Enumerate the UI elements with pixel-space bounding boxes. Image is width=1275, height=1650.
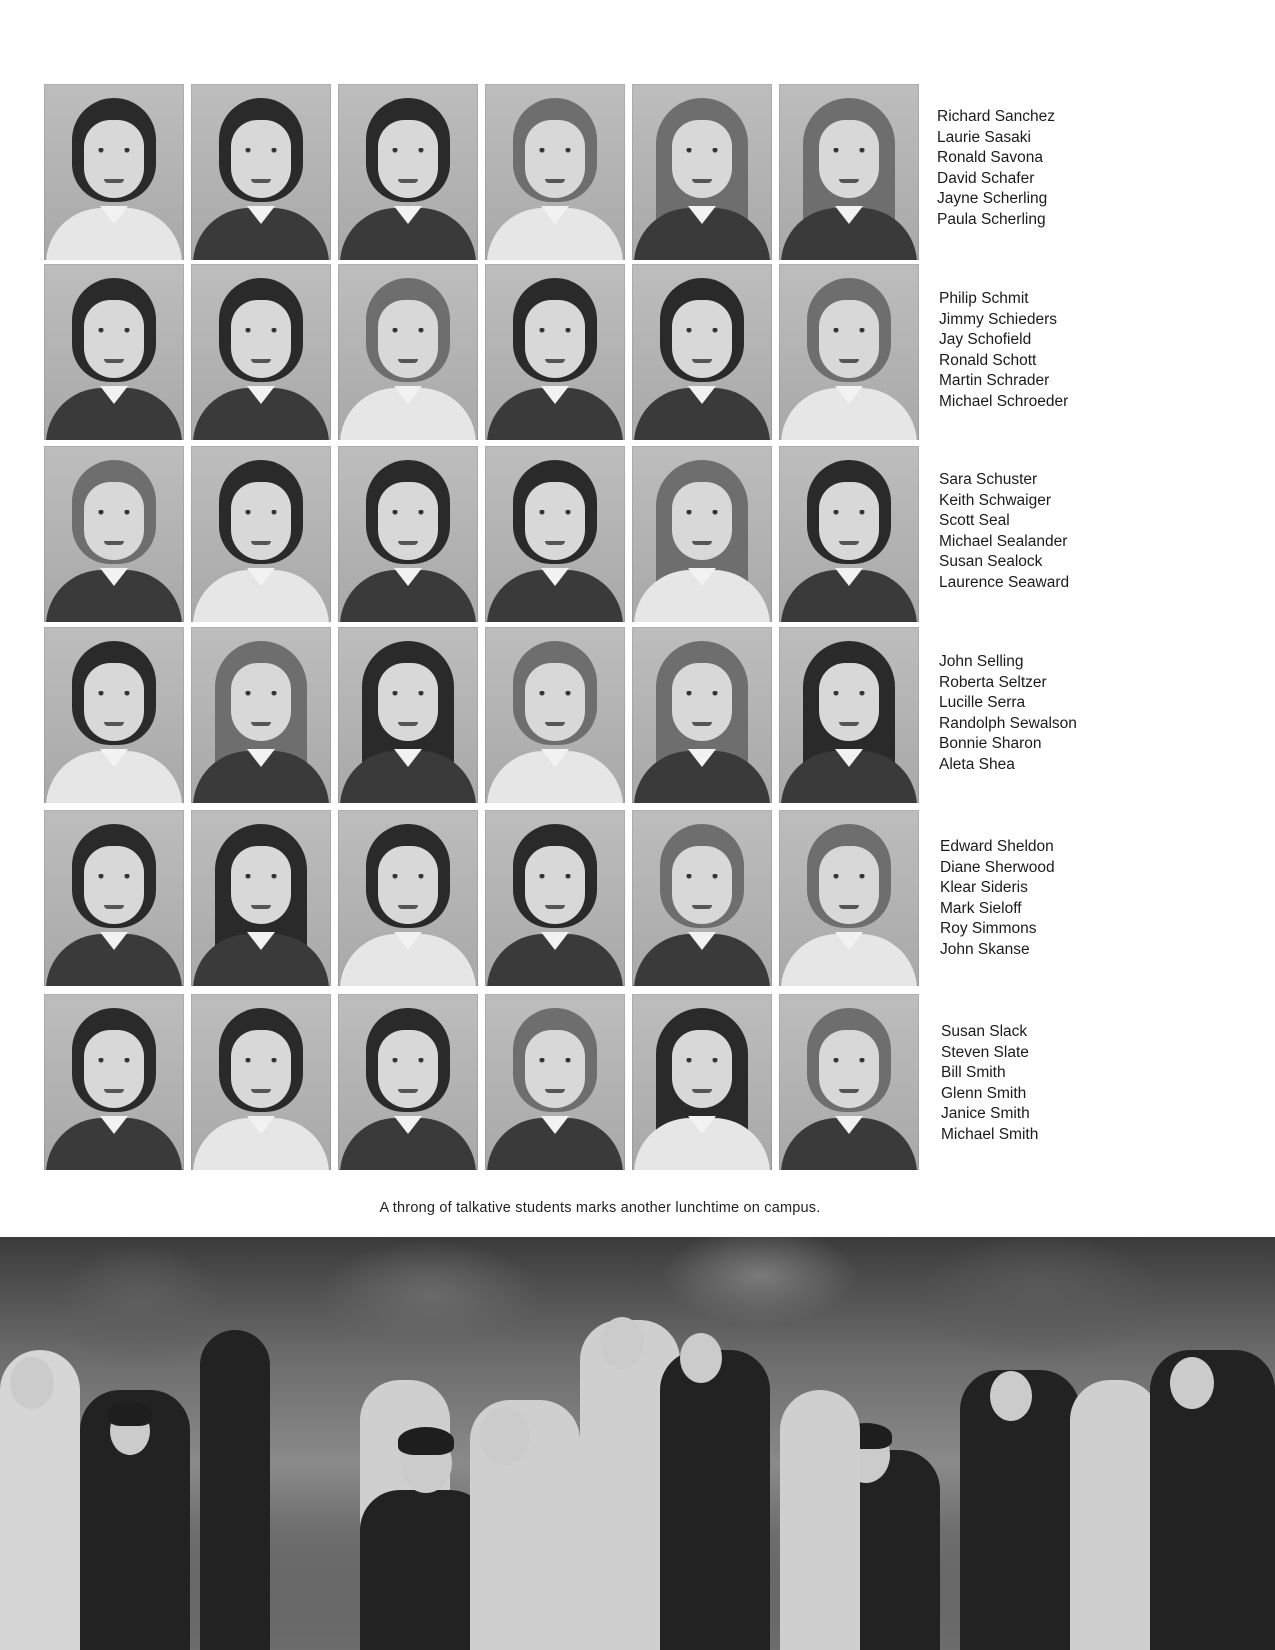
portrait-eyes [390,148,426,153]
portrait-face [672,1030,732,1108]
student-name: Martin Schrader [939,372,1050,390]
portrait-eyes [390,328,426,333]
portrait-face [84,120,144,198]
student-portrait [44,627,184,803]
portrait-eyes [831,148,867,153]
student-portrait [779,994,919,1170]
student-name: Philip Schmit [939,290,1029,307]
student-portrait [338,264,478,440]
portrait-eyes [684,328,720,333]
name-list-2 [939,289,1068,413]
student-portrait [338,810,478,986]
portrait-mouth [545,541,565,545]
portrait-row-6 [44,994,919,1170]
portrait-mouth [398,722,418,726]
portrait-eyes [243,148,279,153]
portrait-eyes [96,1058,132,1063]
student-name: Bonnie Sharon [939,735,1042,753]
student-portrait [632,627,772,803]
student-name: John Skanse [940,940,1030,958]
student-name: Laurie Sasaki [937,128,1031,146]
portrait-mouth [839,359,859,363]
portrait-mouth [251,1089,271,1093]
portrait-face [525,482,585,560]
student-name: Michael Sealander [939,532,1068,550]
portrait-mouth [104,179,124,183]
portrait-mouth [251,541,271,545]
portrait-face [378,1030,438,1108]
portrait-eyes [684,510,720,515]
student-portrait [338,84,478,260]
student-name: Mark Sieloff [940,899,1022,917]
student-portrait [338,994,478,1170]
portrait-face [378,846,438,924]
student-portrait [632,264,772,440]
portrait-row-1 [44,84,919,260]
student-portrait [485,84,625,260]
portrait-eyes [537,874,573,879]
portrait-face [819,1030,879,1108]
portrait-mouth [104,1089,124,1093]
portrait-face [525,846,585,924]
portrait-face [672,120,732,198]
portrait-eyes [243,510,279,515]
student-name: Roberta Seltzer [939,673,1047,691]
student-portrait [485,994,625,1170]
portrait-face [525,300,585,378]
student-portrait [632,84,772,260]
student-portrait [44,994,184,1170]
crowd-head [10,1357,54,1409]
portrait-eyes [537,510,573,515]
portrait-mouth [104,905,124,909]
portrait-row-3 [44,446,919,622]
portrait-mouth [692,359,712,363]
name-list-5 [940,837,1055,961]
portrait-eyes [684,148,720,153]
crowd-hair [108,1402,152,1426]
name-list-4 [939,652,1077,776]
student-name: Janice Smith [941,1105,1030,1123]
student-name: Michael Schroeder [939,392,1069,410]
portrait-row-5 [44,810,919,986]
portrait-mouth [545,179,565,183]
student-portrait [338,627,478,803]
portrait-eyes [390,1058,426,1063]
portrait-face [84,846,144,924]
portrait-eyes [390,691,426,696]
portrait-mouth [692,541,712,545]
portrait-face [231,846,291,924]
crowd-figure [660,1350,770,1650]
portrait-mouth [398,179,418,183]
portrait-eyes [831,1058,867,1063]
student-portrait [485,627,625,803]
portrait-face [84,1030,144,1108]
portrait-eyes [390,510,426,515]
student-portrait [191,810,331,986]
crowd-head [480,1407,530,1465]
portrait-mouth [839,1089,859,1093]
portrait-face [84,482,144,560]
student-name: Ronald Schott [939,351,1037,369]
student-name: Jay Schofield [939,331,1032,349]
portrait-mouth [545,722,565,726]
portrait-face [819,482,879,560]
portrait-mouth [692,722,712,726]
portrait-mouth [839,722,859,726]
portrait-face [84,300,144,378]
portrait-eyes [831,328,867,333]
student-name: Keith Schwaiger [939,491,1052,509]
student-portrait [44,84,184,260]
name-list-3 [939,470,1069,594]
student-name: John Selling [939,653,1024,670]
portrait-row-4 [44,627,919,803]
crowd-head [1170,1357,1214,1409]
portrait-mouth [692,1089,712,1093]
portrait-eyes [537,691,573,696]
portrait-eyes [831,510,867,515]
portrait-mouth [545,905,565,909]
portrait-eyes [243,874,279,879]
student-name: David Schafer [937,169,1035,187]
portrait-eyes [537,328,573,333]
student-name: Sara Schuster [939,471,1038,488]
student-name: Steven Slate [941,1043,1029,1061]
portrait-mouth [692,905,712,909]
crowd-head [680,1333,722,1383]
portrait-row-2 [44,264,919,440]
portrait-mouth [104,722,124,726]
student-name: Scott Seal [939,512,1010,530]
portrait-face [231,120,291,198]
student-name: Diane Sherwood [940,858,1055,876]
portrait-mouth [839,905,859,909]
portrait-eyes [243,1058,279,1063]
portrait-mouth [251,359,271,363]
portrait-face [672,300,732,378]
student-portrait [191,446,331,622]
portrait-mouth [398,359,418,363]
portrait-mouth [692,179,712,183]
portrait-eyes [831,874,867,879]
portrait-eyes [96,691,132,696]
student-name: Bill Smith [941,1064,1006,1082]
portrait-face [672,663,732,741]
student-portrait [191,84,331,260]
portrait-eyes [96,510,132,515]
portrait-eyes [831,691,867,696]
crowd-hair [398,1427,454,1455]
student-portrait [632,446,772,622]
portrait-face [819,120,879,198]
student-portrait [338,446,478,622]
portrait-face [378,120,438,198]
student-portrait [632,994,772,1170]
student-portrait [44,446,184,622]
student-name: Klear Sideris [940,879,1028,897]
student-name: Aleta Shea [939,755,1015,773]
portrait-face [672,846,732,924]
student-name: Randolph Sewalson [939,714,1077,732]
student-name: Glenn Smith [941,1084,1027,1102]
portrait-face [819,846,879,924]
student-portrait [191,994,331,1170]
portrait-face [231,663,291,741]
student-portrait [779,627,919,803]
student-name: Michael Smith [941,1125,1039,1143]
portrait-face [84,663,144,741]
portrait-face [378,663,438,741]
portrait-face [231,300,291,378]
student-name: Paula Scherling [937,210,1046,228]
student-portrait [485,810,625,986]
portrait-eyes [684,874,720,879]
student-portrait [191,264,331,440]
student-name: Susan Slack [941,1023,1028,1040]
portrait-eyes [96,874,132,879]
crowd-figure [780,1390,860,1650]
student-portrait [779,264,919,440]
portrait-mouth [839,541,859,545]
portrait-face [525,1030,585,1108]
crowd-head [990,1371,1032,1421]
student-portrait [485,264,625,440]
portrait-mouth [398,1089,418,1093]
portrait-face [672,482,732,560]
portrait-face [378,482,438,560]
portrait-eyes [243,691,279,696]
portrait-eyes [96,328,132,333]
portrait-mouth [545,359,565,363]
portrait-mouth [251,722,271,726]
portrait-mouth [398,541,418,545]
portrait-face [525,120,585,198]
portrait-eyes [390,874,426,879]
portrait-face [819,663,879,741]
portrait-face [231,1030,291,1108]
student-name: Susan Sealock [939,553,1043,571]
crowd-head [600,1317,644,1369]
lunchtime-crowd-photo [0,1237,1275,1650]
portrait-face [378,300,438,378]
portrait-mouth [398,905,418,909]
portrait-face [525,663,585,741]
portrait-mouth [251,905,271,909]
name-list-6 [941,1022,1038,1146]
student-name: Ronald Savona [937,149,1043,167]
portrait-mouth [104,541,124,545]
crowd-figure [1070,1380,1160,1650]
portrait-eyes [537,1058,573,1063]
student-name: Richard Sanchez [937,108,1056,125]
student-name: Laurence Seaward [939,573,1070,591]
portrait-mouth [104,359,124,363]
student-portrait [779,84,919,260]
student-portrait [44,264,184,440]
student-portrait [779,446,919,622]
portrait-eyes [537,148,573,153]
student-name: Lucille Serra [939,694,1026,712]
portrait-face [231,482,291,560]
portrait-mouth [545,1089,565,1093]
portrait-eyes [243,328,279,333]
name-list-1 [937,107,1055,231]
student-portrait [779,810,919,986]
student-name: Roy Simmons [940,920,1037,938]
portrait-eyes [96,148,132,153]
portrait-eyes [684,691,720,696]
student-portrait [44,810,184,986]
student-name: Jimmy Schieders [939,310,1057,328]
crowd-figure [200,1330,270,1650]
photo-caption: A throng of talkative students marks another lunchtime on campus. [379,1200,821,1216]
portrait-mouth [839,179,859,183]
student-portrait [191,627,331,803]
crowd-figure [1150,1350,1275,1650]
student-portrait [632,810,772,986]
portrait-face [819,300,879,378]
portrait-mouth [251,179,271,183]
student-portrait [485,446,625,622]
student-name: Jayne Scherling [937,190,1048,208]
portrait-eyes [684,1058,720,1063]
student-name: Edward Sheldon [940,838,1054,855]
